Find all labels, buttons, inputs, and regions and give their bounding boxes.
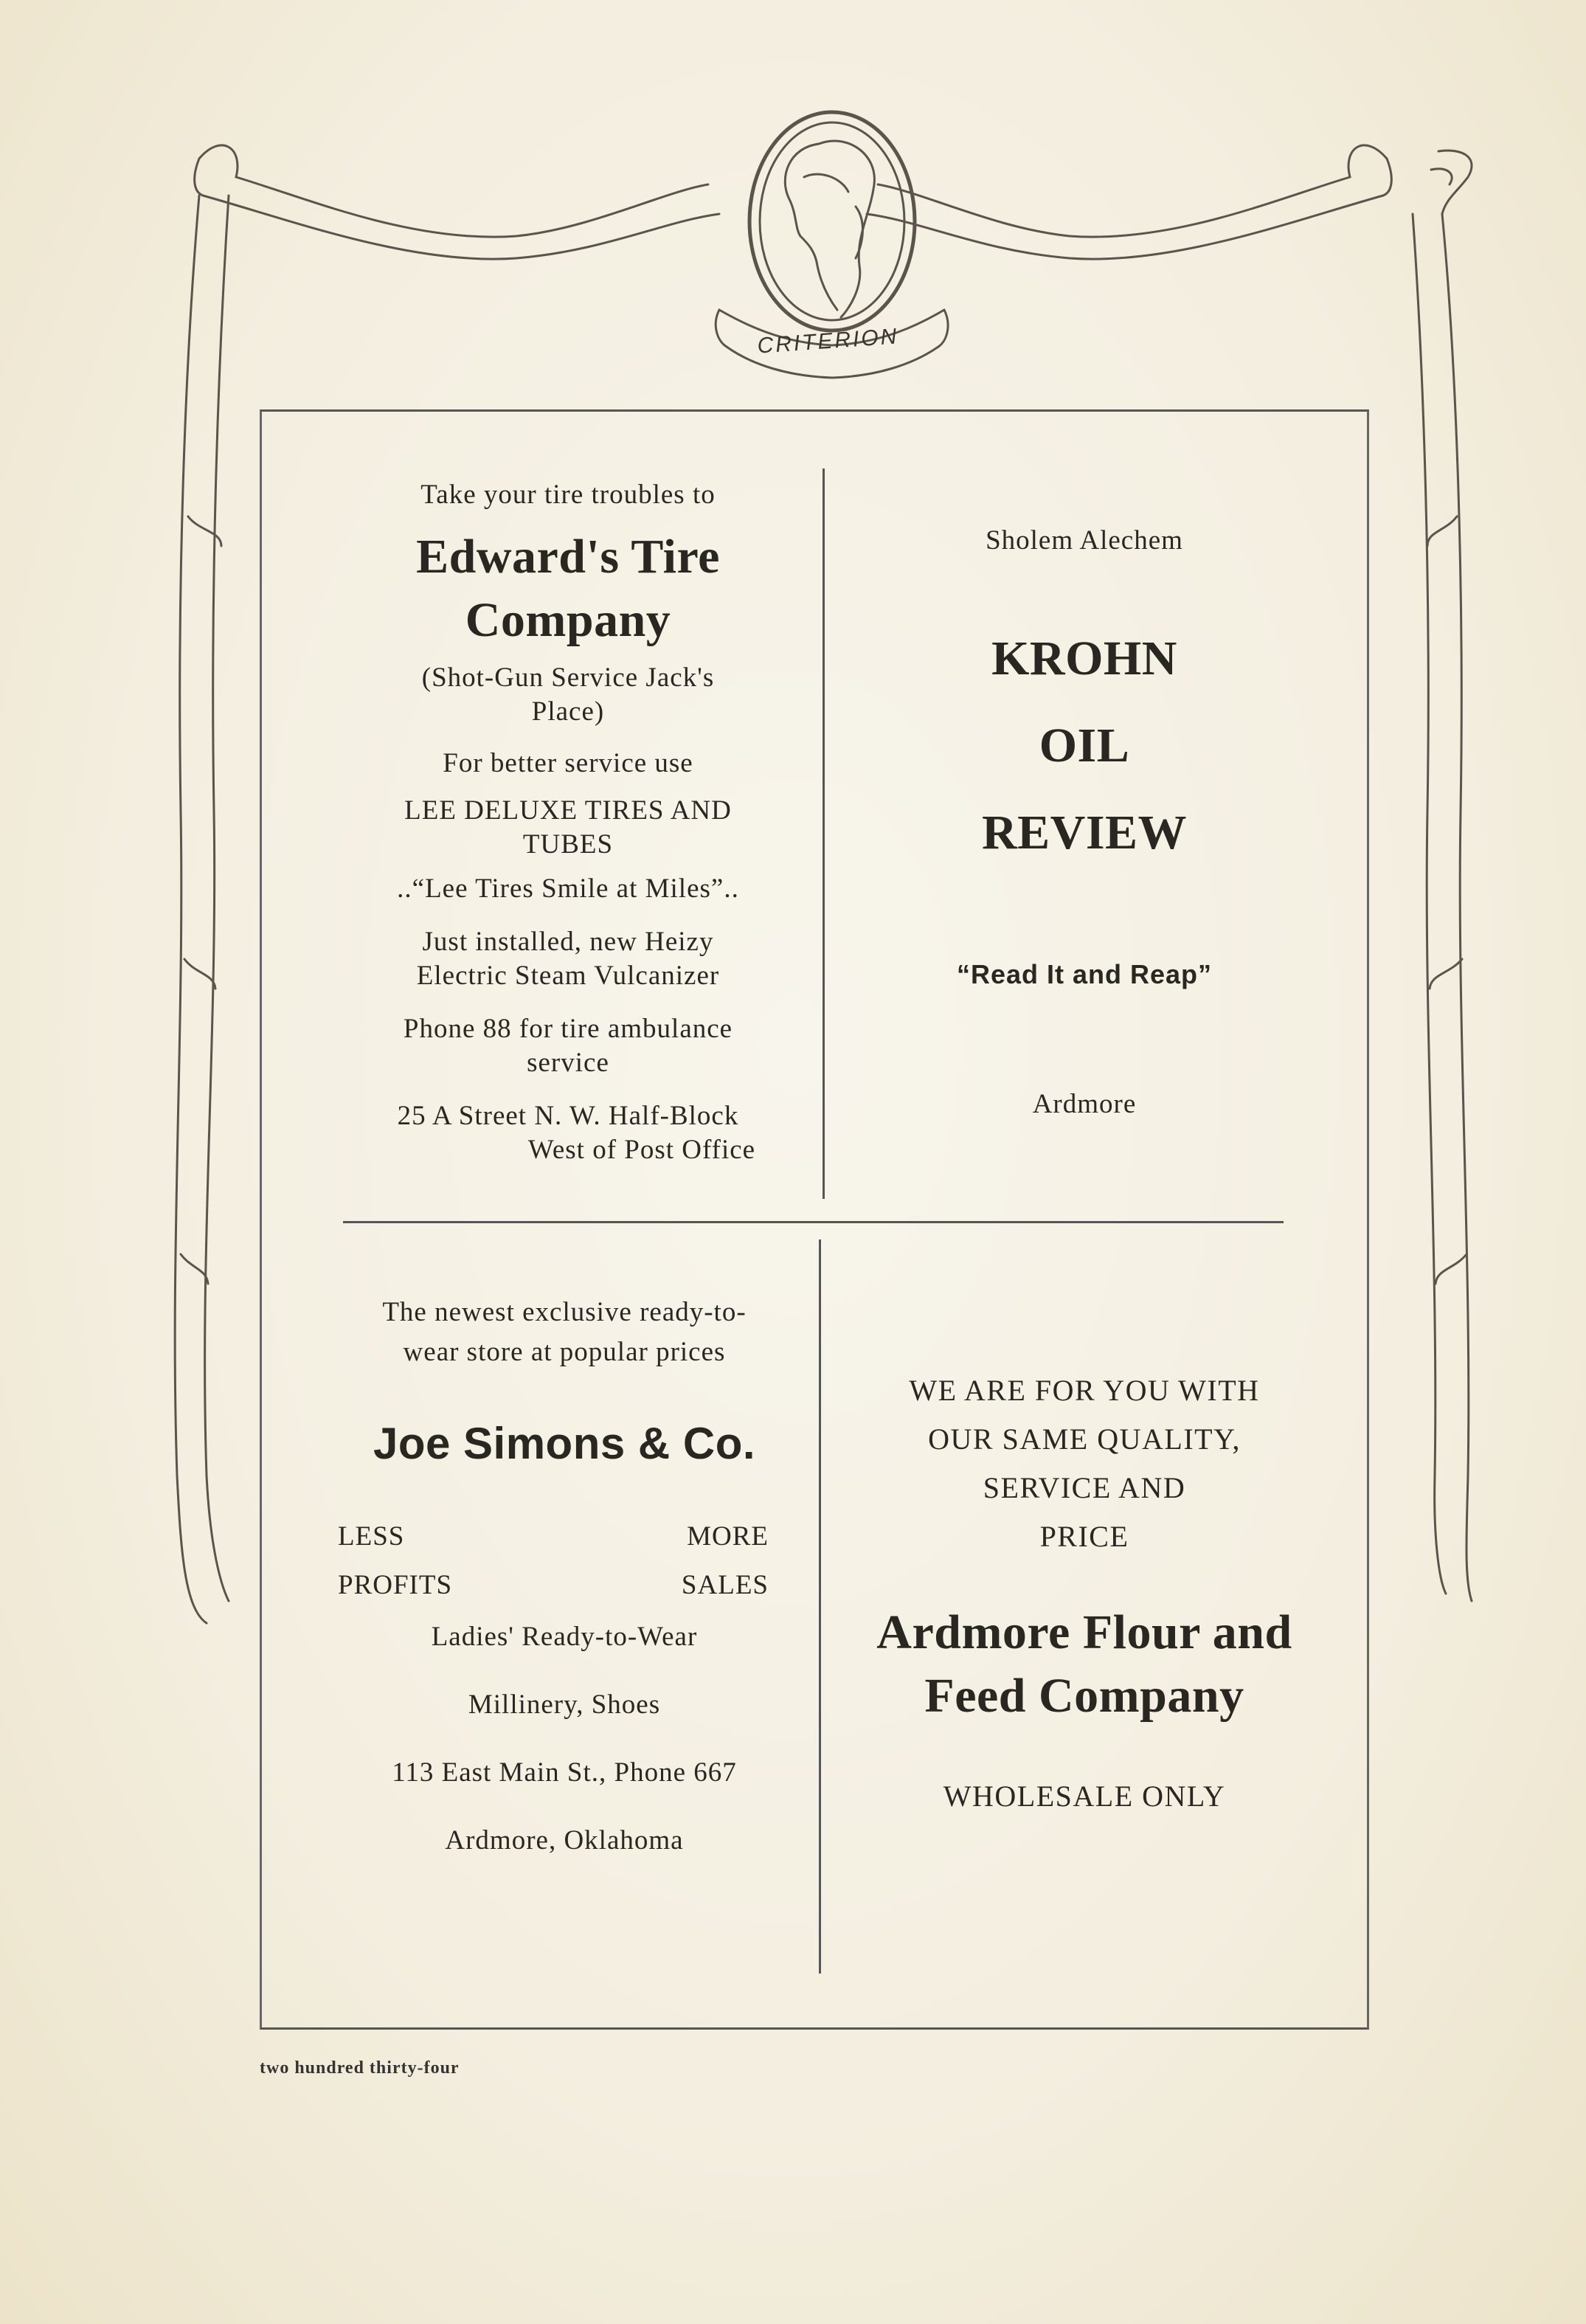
krohn-greeting: Sholem Alechem	[986, 525, 1183, 556]
edwards-vulcanizer-line1: Just installed, new Heizy	[422, 927, 714, 957]
edwards-address-line2: West of Post Office	[527, 1135, 756, 1165]
simons-city: Ardmore, Oklahoma	[445, 1825, 684, 1856]
simons-intro-line2: wear store at popular prices	[403, 1337, 726, 1367]
edwards-phone-line1: Phone 88 for tire ambulance	[403, 1014, 733, 1044]
krohn-oil-review-ad	[830, 524, 1339, 1121]
simons-ready-to-wear: Ladies' Ready-to-Wear	[431, 1622, 698, 1652]
flour-pledge-line4: PRICE	[1039, 1520, 1129, 1553]
edwards-tire-ad	[317, 478, 819, 1167]
flour-name-line2: Feed Company	[924, 1669, 1244, 1723]
top-column-divider	[823, 468, 825, 1199]
simons-profits: PROFITS	[338, 1570, 453, 1600]
edwards-address-line1: 25 A Street N. W. Half-Block	[397, 1101, 739, 1131]
simons-address: 113 East Main St., Phone 667	[392, 1757, 737, 1788]
krohn-title-line2: OIL	[1039, 719, 1130, 772]
edwards-aka-line1: (Shot-Gun Service Jack's	[421, 663, 715, 693]
page-number-footer: two hundred thirty-four	[260, 2058, 460, 2078]
flour-pledge-line3: SERVICE AND	[983, 1471, 1186, 1504]
krohn-title-line3: REVIEW	[981, 806, 1188, 860]
simons-millinery: Millinery, Shoes	[468, 1690, 661, 1720]
edwards-intro: Take your tire troubles to	[420, 480, 716, 510]
simons-name: Joe Simons & Co.	[373, 1419, 756, 1468]
bottom-column-divider	[819, 1239, 821, 1974]
flour-pledge-line2: OUR SAME QUALITY,	[928, 1422, 1241, 1456]
krohn-location: Ardmore	[1032, 1089, 1137, 1119]
row-divider	[343, 1221, 1284, 1223]
flour-wholesale-note: WHOLESALE ONLY	[943, 1780, 1226, 1813]
krohn-slogan: “Read It and Reap”	[956, 959, 1213, 989]
simons-less-more-block	[325, 1520, 804, 1623]
ardmore-flour-ad	[830, 1366, 1339, 1813]
edwards-vulcanizer-line2: Electric Steam Vulcanizer	[416, 961, 720, 991]
edwards-product-line1: LEE DELUXE TIRES AND	[404, 795, 732, 826]
edwards-name-line2: Company	[465, 593, 671, 647]
krohn-title-line1: KROHN	[991, 632, 1177, 685]
edwards-product-line2: TUBES	[522, 829, 614, 860]
flour-pledge-line1: WE ARE FOR YOU WITH	[909, 1374, 1260, 1407]
flour-name-line1: Ardmore Flour and	[876, 1605, 1292, 1659]
simons-sales: SALES	[681, 1570, 769, 1600]
edwards-name-line1: Edward's Tire	[416, 530, 720, 584]
edwards-better-service: For better service use	[443, 748, 693, 778]
simons-less: LESS	[338, 1521, 405, 1552]
edwards-phone-line2: service	[527, 1048, 609, 1078]
simons-more: MORE	[687, 1521, 769, 1552]
joe-simons-ad	[325, 1296, 804, 1858]
criterion-banner-label: CRITERION	[756, 324, 900, 359]
simons-intro-line1: The newest exclusive ready-to-	[382, 1297, 747, 1327]
edwards-slogan: ..“Lee Tires Smile at Miles”..	[397, 874, 739, 904]
edwards-aka-line2: Place)	[531, 696, 605, 727]
